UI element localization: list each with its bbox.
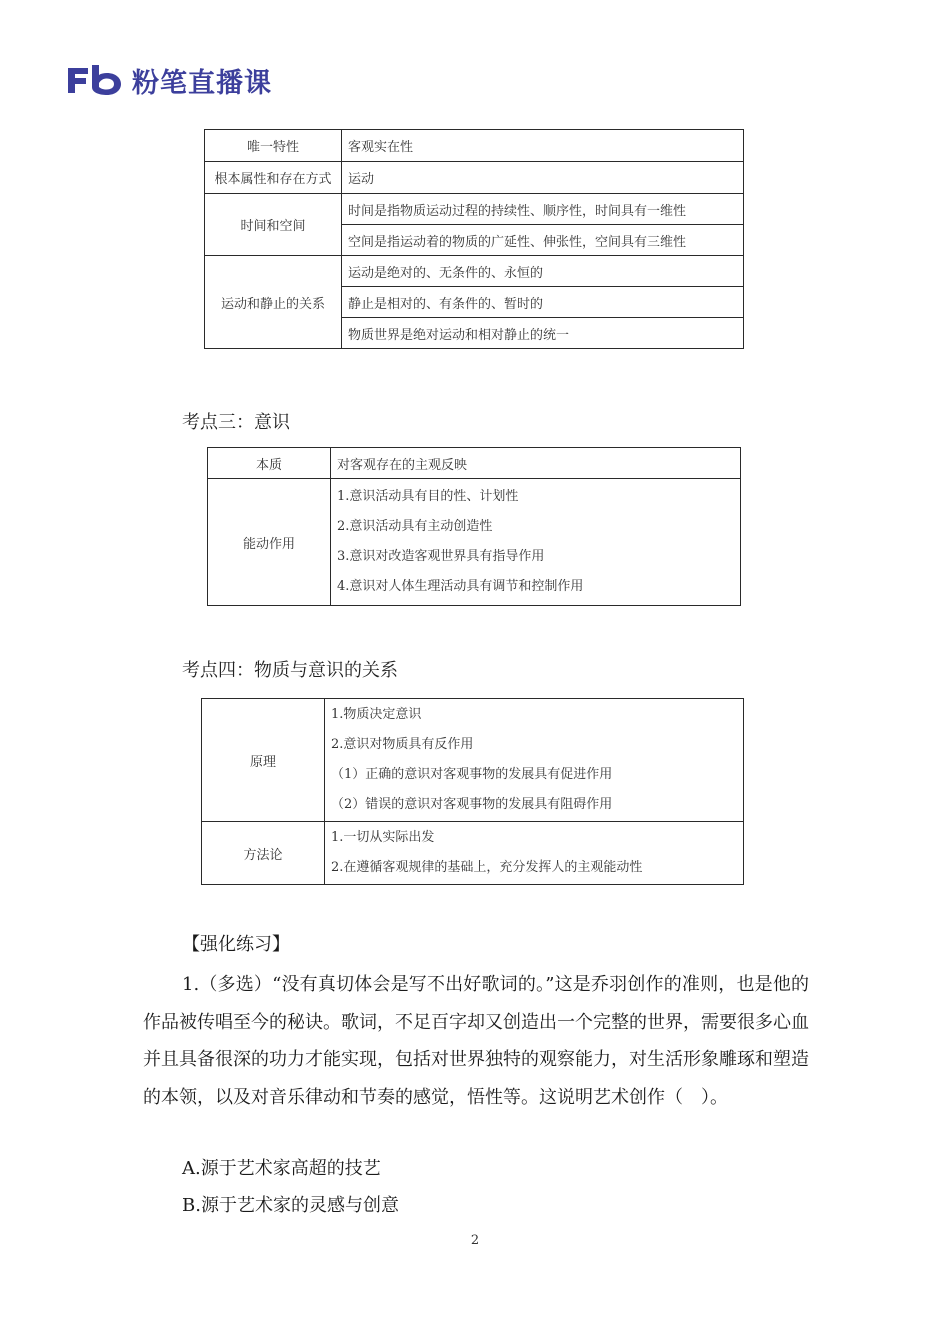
row-head: 能动作用 xyxy=(208,479,331,606)
option-b: B.源于艺术家的灵感与创意 xyxy=(182,1195,399,1216)
logo-text: 粉笔直播课 xyxy=(132,67,272,99)
row-value: 运动 xyxy=(342,162,744,194)
practice-title: 【强化练习】 xyxy=(182,934,290,955)
row-value: 物质世界是绝对运动和相对静止的统一 xyxy=(342,318,744,349)
row-head: 方法论 xyxy=(202,822,325,885)
matter-properties-table xyxy=(204,129,744,349)
section-title-matter-consciousness: 考点四：物质与意识的关系 xyxy=(182,660,398,681)
section-title-consciousness: 考点三：意识 xyxy=(182,412,290,433)
list-item: 1.一切从实际出发 xyxy=(331,830,435,845)
brand-logo xyxy=(66,62,272,98)
table-row xyxy=(205,130,744,162)
list-item: 1.意识活动具有目的性、计划性 xyxy=(337,489,519,504)
row-values xyxy=(325,822,744,885)
row-head: 根本属性和存在方式 xyxy=(205,162,342,194)
list-item: 2.意识活动具有主动创造性 xyxy=(337,519,493,534)
list-item: 1.物质决定意识 xyxy=(331,707,422,722)
list-item: （2）错误的意识对客观事物的发展具有阻碍作用 xyxy=(331,797,613,812)
table-row xyxy=(202,699,744,822)
table-row xyxy=(205,194,744,225)
row-value: 客观实在性 xyxy=(342,130,744,162)
row-head: 唯一特性 xyxy=(205,130,342,162)
row-head: 运动和静止的关系 xyxy=(205,256,342,349)
page-number: 2 xyxy=(470,1233,480,1248)
matter-consciousness-table xyxy=(201,698,744,885)
table-row xyxy=(208,448,741,479)
table-row xyxy=(205,162,744,194)
fb-logo-icon xyxy=(66,63,124,97)
option-a: A.源于艺术家高超的技艺 xyxy=(182,1158,381,1179)
list-item: 3.意识对改造客观世界具有指导作用 xyxy=(337,549,545,564)
table-row xyxy=(202,822,744,885)
row-values xyxy=(331,479,741,606)
row-value: 空间是指运动着的物质的广延性、伸张性，空间具有三维性 xyxy=(342,225,744,256)
row-value: 对客观存在的主观反映 xyxy=(331,448,741,479)
list-item: 2.在遵循客观规律的基础上，充分发挥人的主观能动性 xyxy=(331,860,643,875)
list-item: 4.意识对人体生理活动具有调节和控制作用 xyxy=(337,579,584,594)
row-value: 时间是指物质运动过程的持续性、顺序性，时间具有一维性 xyxy=(342,194,744,225)
table-row xyxy=(208,479,741,606)
row-values xyxy=(325,699,744,822)
consciousness-table xyxy=(207,447,741,606)
row-head: 本质 xyxy=(208,448,331,479)
list-item: （1）正确的意识对客观事物的发展具有促进作用 xyxy=(331,767,613,782)
row-value: 静止是相对的、有条件的、暂时的 xyxy=(342,287,744,318)
row-head: 时间和空间 xyxy=(205,194,342,256)
question-text: 1.（多选）“没有真切体会是写不出好歌词的。”这是乔羽创作的准则，也是他的作品被传唱至今的秘诀。歌词，不足百字却又创造出一个完整的世界，需要很多心血并且具备很深的功力才能实现，包括对世界独特的观察能力，对生活形象雕琢和塑造的本领，以及对音乐律动和节奏的感觉，悟性等。这说明艺术创作（ ）。 xyxy=(143,974,809,1108)
table-row xyxy=(205,256,744,287)
row-head: 原理 xyxy=(202,699,325,822)
list-item: 2.意识对物质具有反作用 xyxy=(331,737,474,752)
row-value: 运动是绝对的、无条件的、永恒的 xyxy=(342,256,744,287)
